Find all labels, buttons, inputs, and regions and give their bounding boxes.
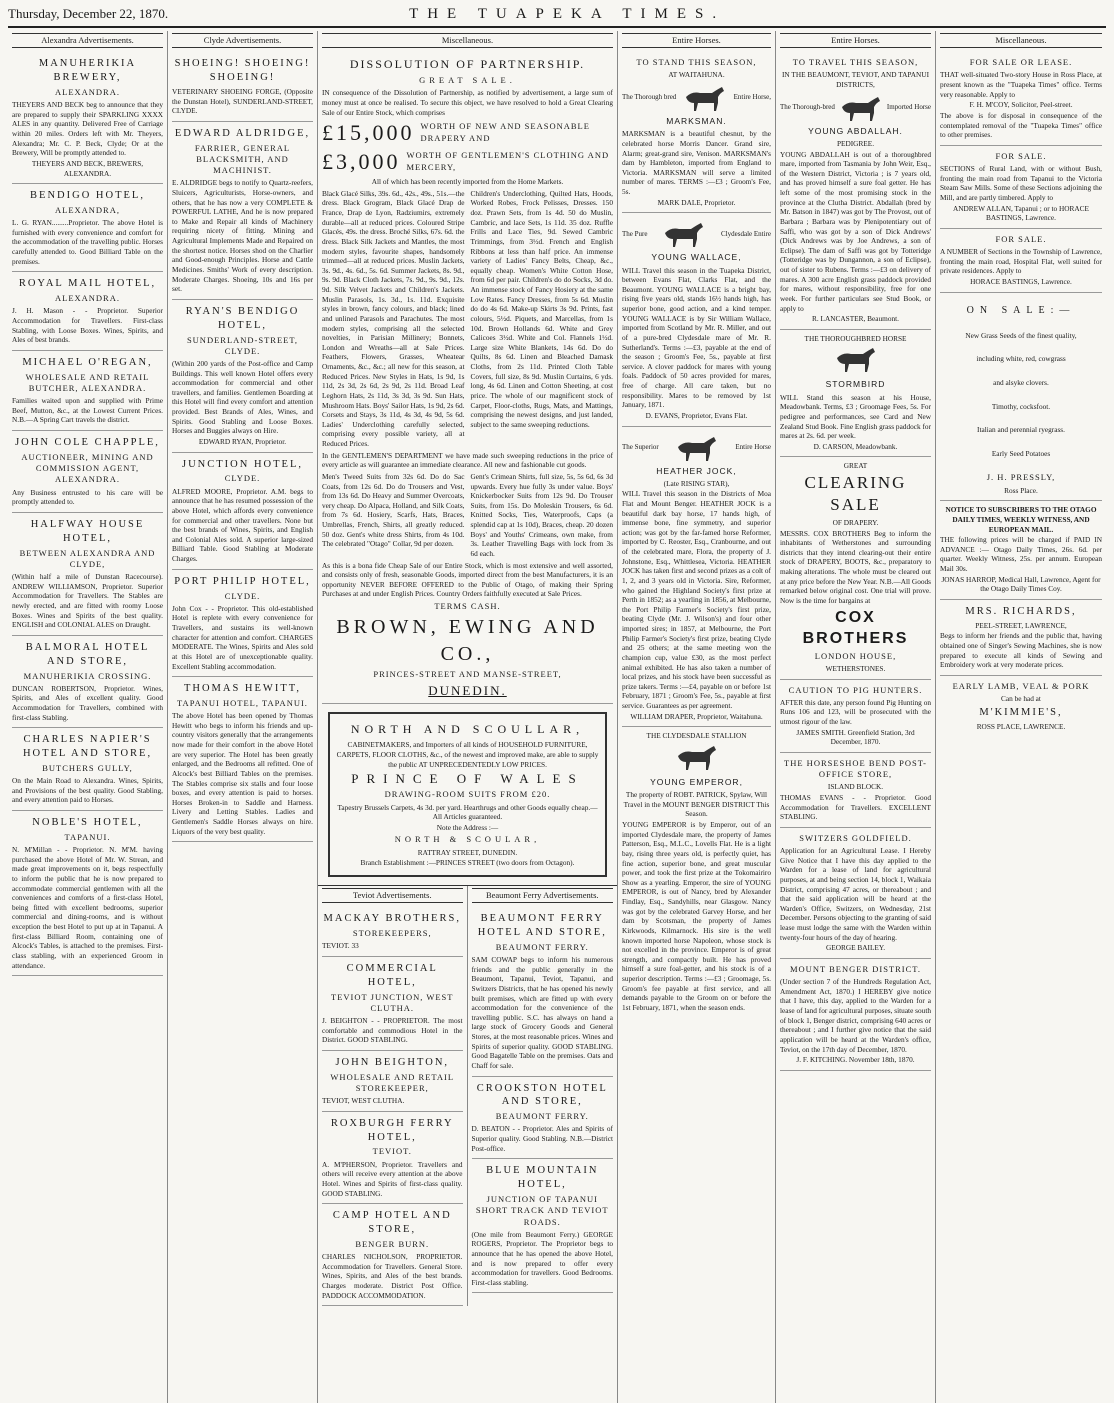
advert-body: (Within 200 yards of the Post-office and Camp Buildings. This well known Hotel offers every accommodation for commercial and other travellers, and families. Gentlemen Boarding at this Hotel will find every comfort and attention provided. Best Brands of Ales, Wines, and Spirits. Good Stabling and Loose Boxes. Horses and Buggies always on Hire.: [172, 358, 313, 436]
masthead: [8, 6, 1106, 28]
advert-body: L. G. RYAN.........Proprietor. The above Hotel is furnished with every convenience and comfort for the accommodation of the travelling public. Horses carefully attended to. Good Billiard Table on the premises.: [12, 218, 163, 266]
tapestry-text: Tapestry Brussels Carpets, 4s 3d. per yard. Hearthrugs and other Goods equally cheap.—All Articles guaranteed.: [337, 802, 598, 822]
advert-signature: EDWARD RYAN, Proprietor.: [198, 436, 287, 446]
advert-subtitle: MANUHERIKIA CROSSING.: [23, 670, 152, 681]
advert-body: WILL Travel this season in the Districts of Moa Flat and Mount Benger. HEATHER JOCK is a beautiful dark bay horse, 17 hands high, of immense bone, fine symmetry, and superior action; was got by the far-famed horse Reformer, imported by C. Reoster, Esq., Cranbourne, and out of the celebrated mare, Flora, the property of J. Johnstone, Esq., Whittlesea, Victoria. HEATHER JOCK has taken first and second prizes as a colt of 1, 2, and 3 years old in Victoria. Sire, Reformer, who gained the Highland Society's first prize at Perth in 1852; as a yearling in 1856, at Melbourne, the Port Philip Farmer's Society's first prize, beating Clyde (Mr. J. Wilson's) and four other imported sires; in 1857, at Melbourne, the Port Philip Farmer's Society's first prize, beating Clyde and 25 others; at the same meeting won the champion cup, value £30, as the most perfect animal exhibited. He has also taken a number of local prizes, and his stock have been successful as prize takers. Terms :—£4, payable on or before 1st February, 1871 ; Groom's Fee, 5s., payable at first service. Guarantees as per agreement.: [622, 489, 771, 711]
advert-signature: J. H. PRESSLY,: [986, 472, 1056, 483]
horse-label-right: Entire Horse,: [733, 93, 771, 102]
horse-icon: [833, 344, 879, 374]
advert: [322, 957, 463, 1051]
advert-subtitle: OF DRAPERY.: [832, 517, 879, 527]
advert-subtitle: WHOLESALE AND RETAIL STOREKEEPER,: [330, 1071, 455, 1093]
advert: [12, 811, 163, 976]
advert-title: NORTH AND SCOULLAR,: [350, 722, 585, 737]
advert-title: JOHN BEIGHTON,: [335, 1056, 450, 1068]
advert: [472, 1159, 614, 1293]
column-entire-horses-1: [618, 31, 776, 1403]
advert-body: MESSRS. COX BROTHERS Beg to inform the inhabitants of Wetherstones and surrounding districts that they intend clearing-out their entire stock of DRAPERY, BOOTS, &c., preparatory to making alterations. The whole must be cleared out at any price before the New Year. N.B.—All Goods remarked below original cost. One trial will prove. Now is the time for bargains at: [780, 528, 931, 605]
dissolution-advert: [322, 52, 613, 704]
advert-body: YOUNG ABDALLAH is out of a thoroughbred mare, imported from Tasmania by John Weir, Esq., of the Western District, Victoria ; is 7 years old, and has proved himself a sure foal getter. He has left some of the most promising stock in the province at the Clutha District. Abdallah (bred by Mr. Batson in 1847) was got by The Provost, out of Barbara ; Barbara was by Plenipotentiary out of Saffi, who was got by a son of Dick Andrews' (Dick Andrews was by Joe Andrews, a son of Eclipse). The dam of Saffi was got by Totteridge (Totteridge was by Dungannon, a son of Eclipse), out of sister to Rubens. Terms :—£3 on delivery of mares. A 300 acre English grass paddock provided for mares, without responsibility, free for one week. For further particulars see Stud Book, or apply to: [780, 149, 931, 313]
advert-title: MRS. RICHARDS,: [965, 605, 1077, 617]
advert-body: SECTIONS of Rural Land, with or without Bush, fronting the main road from Tapanui to the Victoria Steam Saw Mills. Some of these Sections adjoining the Mill, and are partly timbered. Apply to: [940, 164, 1102, 202]
mrs-richards-advert: [940, 600, 1102, 676]
advert-title: CAMP HOTEL AND STORE,: [332, 1210, 452, 1236]
horse-label-left: The Superior: [622, 442, 659, 451]
advert-title: JUNCTION HOTEL,: [182, 458, 303, 470]
pedigree-label: PEDIGREE.: [836, 138, 875, 148]
suits-price: DRAWING-ROOM SUITS FROM £20.: [384, 789, 551, 800]
address-note: Note the Address :—: [436, 822, 499, 832]
advert-subtitle: CLYDE.: [224, 590, 261, 601]
advert-body: John Cox - - Proprietor. This old-established Hotel is replete with every convenience for Travellers, and sustains its well-known character for attention and comfort. CHARGES MODERATE. The Wines, Spirits and Ales sold at this Hotel are of unexceptionable quality. Excellent Stabling accommodation.: [172, 603, 313, 671]
advert-body: THAT well-situated Two-story House in Ross Place, at present known as the "Tuapeka Times" office. Terms very reasonable. Apply to: [940, 70, 1102, 99]
column-alexandra: [8, 31, 168, 1403]
advert: [322, 1051, 463, 1112]
section-heading: Entire Horses.: [780, 33, 931, 48]
branch-address: Branch Establishment :—PRINCES STREET (two doors from Octagon).: [360, 858, 575, 868]
advert-title: PORT PHILIP HOTEL,: [174, 575, 311, 587]
advert-title: NOBLE'S HOTEL,: [32, 817, 143, 829]
advert-body: Any Business entrusted to his care will be promptly attended to.: [12, 487, 163, 507]
advert-body: THE following prices will be charged if PAID IN ADVANCE :— Otago Daily Times, 26s. 6d. per quarter. Weekly Witness, 25s. per annum. European Mail 30s.: [940, 535, 1102, 574]
firm-name: COX BROTHERS: [802, 608, 909, 647]
section-heading: Miscellaneous.: [940, 33, 1102, 48]
advert-title: EARLY LAMB, VEAL & PORK: [952, 680, 1090, 691]
rural-sections-advert: [940, 146, 1102, 229]
advert: [12, 184, 163, 272]
column-miscellaneous: [318, 31, 618, 1403]
amount-drapery-text: WORTH OF NEW AND SEASONABLE DRAPERY AND: [420, 121, 590, 143]
horse-icon: [674, 742, 720, 772]
advert-subtitle: FARRIER, GENERAL BLACKSMITH, AND MACHINIST.: [194, 142, 291, 176]
advert-body: Application for an Agricultural Lease. I Hereby Give Notice that I have this day applied to the Warden for a lease of land for agricultural purposes, at and being section 14, block 1, Waikaia District, comprising 47 acres, or thereabout ; and that the said application will be heard at the Warden's Office, Switzers, on Wednesday, 21st December. Persons objecting to the granting of said lease must lodge the same with the Warden within twenty-four hours of the day of hearing.: [780, 846, 931, 942]
advert-title: ROXBURGH FERRY HOTEL,: [330, 1117, 454, 1143]
advert-title: SHOEING! SHOEING! SHOEING!: [174, 58, 311, 84]
advert-body: A NUMBER of Sections in the Township of Lawrence, fronting the main road, Hospital Flat, well suited for private residences. Apply to: [940, 247, 1102, 276]
advert-body: The above Hotel has been opened by Thomas Hewitt who begs to inform his friends and up-country visitors generally that the arrangements now made for their comfort in the above Hotel are very superior. The Hotel has been greatly enlarged, and the Bedrooms all refitted. One of Alcock's best Billiard Tables on the premises. The Stables comprise six stalls and four loose boxes, and every attention is paid to horses. Horses Broken-in to Saddle and Harness. Livery and Letting Stables. Ladies and Gentlemen's Saddle Horses always on hire. Liquors of the very best quality.: [172, 711, 313, 836]
advert-body: E. ALDRIDGE begs to notify to Quartz-reefers, Sluicers, Agriculturists, Horse-owners, and others, that he has now a very COMPLETE & POWERFUL LATHE, And he is now prepared to Make and Repair all kinds of Machinery requiring nicety of fitting. Mining and Agricultural Implements Made and Repaired on the shortest notice. Horses shod on the Charlier and Good-enough Principles. Horse and Cattle Medicines. Smiths' Work of every description. Moderate Charges. Shoeing, 10s and 16s per set.: [172, 178, 313, 294]
advert-title: EDWARD ALDRIDGE,: [174, 127, 311, 139]
horse-name: YOUNG ABDALLAH.: [808, 125, 903, 136]
advert-title: FOR SALE.: [995, 233, 1047, 244]
advert-subtitle: TAPANUI HOTEL, TAPANUI.: [177, 698, 308, 708]
subscribers-notice-advert: [940, 501, 1102, 600]
advert: [172, 677, 313, 842]
advert-subtitle: WHOLESALE AND RETAIL BUTCHER, ALEXANDRA.: [25, 371, 150, 394]
advert-body: SAM COWAP begs to inform his numerous friends and the public generally in the Beaumont, Tapanui, Teviot, Tapanui, and Switzers Districts, that he has opened his newly built premises, which are fitted up with every accommodation for the convenience of the travelling public. S.C. has always on hand a large stock of Grocery Goods and General Stores, at the most reasonable prices. Wines and Spirits of superior quality. GOOD STABLING. Good Bagatelle Table on the premises. Oats and Chaff for sale.: [471, 955, 613, 1070]
advert-title: DISSOLUTION OF PARTNERSHIP.: [349, 57, 586, 72]
firm-address: PRINCES-STREET AND MANSE-STREET,: [373, 669, 562, 680]
advert-title: FOR SALE.: [995, 150, 1047, 161]
advert: [12, 728, 163, 811]
advert-title: MOUNT BENGER DISTRICT.: [789, 963, 921, 974]
advert-subtitle: AUCTIONEER, MINING AND COMMISSION AGENT, ALEXANDRA.: [21, 451, 154, 485]
advert-subtitle: IN THE BEAUMONT, TEVIOT, AND TAPANUI DISTRICTS,: [781, 70, 930, 90]
prince-of-wales: PRINCE OF WALES: [351, 771, 584, 787]
horse-icon: [674, 433, 720, 463]
horseshoe-advert: [780, 753, 931, 828]
advert-signature: D. EVANS, Proprietor, Evans Flat.: [645, 410, 748, 420]
horse-label-left: The Thorough-bred: [780, 103, 835, 112]
firm-name: NORTH & SCOULAR,: [394, 834, 541, 845]
advert-body: (One mile from Beaumont Ferry.) GEORGE ROGERS, Proprietor. The Proprietor begs to announce that he has opened the above Hotel, and is now prepared to offer every accommodation for travellers. Good Bedrooms. First-class stabling.: [471, 1229, 613, 1287]
advert-body: (Within half a mile of Dunstan Racecourse). ANDREW WILLIAMSON, Proprietor. Superior Accommodation for Travellers. The Stables are newly erected, and are fitted with roomy Loose Boxes. Wines and Spirits of the best quality. ENGLISH and COLONIAL ALES on Draught.: [12, 572, 163, 630]
advert-body: Families waited upon and supplied with Prime Beef, Mutton, &c., at the Lowest Current Prices. N.B.—A Spring Cart travels the district.: [12, 396, 163, 425]
advert-body: ALFRED MOORE, Proprietor. A.M. begs to announce that he has resumed possession of the above Hotel, which affords every convenience for commercial and other travellers. None but the best brands of Wines, Spirits, and English and Colonial Ales sold. A superior large-sized Billiard Table. Good Stabling at Moderate Charges.: [172, 486, 313, 564]
seeds-on-sale-advert: [940, 293, 1102, 502]
advert-signature: GEORGE BAILEY.: [825, 943, 886, 953]
advert-body: VETERINARY SHOEING FORGE, (Opposite the Dunstan Hotel), SUNDERLAND-STREET, CLYDE.: [172, 86, 313, 116]
advert-body: Begs to inform her friends and the public that, having obtained one of Singer's Sewing Machines, she is now prepared to execute all kinds of Sewing and Embroidery work at very moderate prices.: [940, 631, 1102, 670]
advert-place: ROSS PLACE, LAWRENCE.: [976, 721, 1066, 731]
column-entire-horses-2: [776, 31, 936, 1403]
advert-subtitle: BEAUMONT FERRY.: [495, 941, 589, 952]
terms-cash: TERMS CASH.: [434, 601, 501, 612]
seed-item: Early Seed Potatoes: [991, 448, 1051, 458]
advert-signature: ANDREW ALLAN, Tapanui ; or to HORACE BASTINGS, Lawrence.: [952, 203, 1090, 223]
advert: [12, 351, 163, 431]
advert-title: CHARLES NAPIER'S HOTEL AND STORE,: [22, 734, 153, 760]
horse-name: MARKSMAN.: [666, 116, 727, 127]
switzers-advert: [780, 828, 931, 959]
firm-name: BROWN, EWING AND CO.,: [336, 616, 599, 665]
advert-subtitle: ALEXANDRA,: [54, 205, 120, 216]
advert: [12, 52, 163, 184]
advert-title: CAUTION TO PIG HUNTERS.: [788, 684, 923, 695]
advert: [12, 513, 163, 636]
column-beaumont: [468, 886, 618, 1306]
advert-subtitle: BENGER BURN.: [355, 1238, 430, 1249]
advert-title: MANUHERIKIA BREWERY,: [38, 58, 137, 84]
for-sale-or-lease-advert: [940, 52, 1102, 146]
horse-icon: [682, 83, 728, 113]
advert-subtitle: JUNCTION OF TAPANUI SHORT TRACK AND TEVIOT ROADS.: [475, 1194, 609, 1227]
horse-label-left: The Thorough bred: [622, 93, 677, 102]
section-heading: Clyde Advertisements.: [172, 33, 313, 48]
advert-title: ROYAL MAIL HOTEL,: [18, 278, 157, 290]
seed-item: Timothy, cocksfoot.: [991, 401, 1051, 411]
advert: [12, 636, 163, 728]
advert-body: DUNCAN ROBERTSON, Proprietor. Wines, Spirits, and Ales of excellent quality. Good Accommodation for Travellers, combined with first-class Stabling.: [12, 683, 163, 722]
advert-title: JOHN COLE CHAPPLE,: [15, 437, 160, 449]
advert-signature: J. F. KITCHING. November 18th, 1870.: [796, 1055, 915, 1065]
advert-subtitle: CLYDE.: [224, 473, 261, 484]
advert-title: MICHAEL O'REGAN,: [22, 356, 153, 368]
advert-body: MARKSMAN is a beautiful chesnut, by the celebrated horse Morris Dancer. Grand sire, Alarm; great-grand sire, Venison. MARKSMAN's dam by Hambleton, imported from England to Victoria. MARKSMAN will serve a limited number of mares. TERMS :—£3 ; Groom's Fee, 5s.: [622, 129, 771, 197]
advert-body: (Under section 7 of the Hundreds Regulation Act, Amendment Act, 1870.) I HEREBY give notice that I have, this day, applied to the Warden for a lease of land for agricultural purposes, situate south of block 1, Benger district, comprising 640 acres or thereabout ; and I further give notice that the said application will be heard at the Warden's office, Teviot, on the 17th day of December, 1870.: [780, 977, 931, 1054]
horse-alias: (Late RISING STAR),: [663, 478, 730, 488]
advert-title: MACKAY BROTHERS,: [323, 913, 461, 925]
marksman-advert: [622, 52, 771, 213]
advert-subtitle: AT WAITAHUNA.: [668, 70, 725, 80]
advert-title: NOTICE TO SUBSCRIBERS TO THE OTAGO DAILY TIMES, WEEKLY WITNESS, AND EUROPEAN MAIL.: [945, 505, 1097, 534]
advert-body: J. BEIGHTON - - PROPRIETOR. The most comfortable and commodious Hotel in the District. GOOD STABLING.: [322, 1015, 463, 1045]
advert: [172, 122, 313, 300]
young-emperor-advert: [622, 727, 771, 1017]
advert: [12, 272, 163, 351]
seed-item: including white, red, cowgrass: [976, 354, 1066, 364]
young-wallace-advert: [622, 213, 771, 426]
advert-subtitle: TEVIOT.: [372, 1146, 412, 1157]
advert-title: HALFWAY HOUSE HOTEL,: [30, 518, 145, 544]
advert-subtitle: BETWEEN ALEXANDRA AND CLYDE,: [19, 547, 156, 569]
advert-title: BALMORAL HOTEL AND STORE,: [25, 641, 150, 667]
section-heading: Entire Horses.: [622, 33, 771, 48]
advert: [472, 1077, 614, 1160]
advert-subtitle: SUNDERLAND-STREET, CLYDE.: [186, 334, 299, 356]
column-miscellaneous-2: [936, 31, 1106, 1403]
lamb-veal-pork-advert: [940, 676, 1102, 736]
advert-subtitle: STOREKEEPERS,: [352, 927, 432, 938]
advert-body: WILL Stand this season at his House, Meadowbank. Terms, £3 ; Groomage Fees, 5s. For pedigree and performances, see Card and New Zealand Stud Book. Fine English grass paddock for mares at 2s. 6d. per week.: [780, 392, 931, 441]
advert-signature: R. LANCASTER, Beaumont.: [812, 314, 899, 324]
pigs-advert: [780, 680, 931, 753]
gents-department: In the GENTLEMEN'S DEPARTMENT we have made such sweeping reductions in the price of every article as will guarantee an immediate clearance. All new and fashionable cut goods.: [322, 450, 613, 470]
horse-icon: [838, 93, 884, 123]
column-teviot: [318, 886, 468, 1306]
amount-clothing: £3,000: [322, 149, 401, 175]
advert-body: WILL Travel this season in the Tuapeka District, between Evans Flat, Clarks Flat, and the Beaumont. YOUNG WALLACE is a bright bay, rising five years old, stands 16½ hands high, has superior bone, good action, and a kind temper. YOUNG WALLACE is by Sir William Wallace, imported from Scotland by Mr. R. Miller, and out of a pure-bred Clydesdale mare of Mr. R. Sutherland's. Terms :—£3, payable at the end of the season ; Groom's Fee, 5s., payable at first service. A clover paddock for mares with young foals. Paddock of 50 acres provided for mares, free of charge. All care taken, but no responsibility. Mares to be removed by 1st January, 1871.: [622, 265, 771, 410]
advert-title: COMMERCIAL HOTEL,: [346, 962, 438, 988]
advert-title: TO TRAVEL THIS SEASON,: [792, 57, 919, 68]
price-list-right: Children's Underclothing, Quilted Hats, Hoods, Worked Robes, Frock Pelisses, Dresses. 150 doz. Prawn Sets, from 1s 4d. 50 do Muslin, Cambric, and lace Sets, 1s 11d. 35 doz. Ruffle Frills and Lace Ties, 9d. Sewed Cambric Trimmings, from 3½d. French and English Ribbons at less than half price. An immense variety of Ladies' Fancy Belts, Cheap, &c., equally cheap. Women's White Cotton Hose, from 6d per pair. Children's do do Socks, 3d do. An immense stock of Fancy Hosiery at the same Low Rates. Fancy Dresses, from 5s 6d. Muslin do do 4s 6d. Make-up Skirts 3s 9d. Prints, fast colours, 5½d. Piquets, and Marcellas, from 1s 10d. Brown Hollands 6d. White and Grey Calicoes 3½d. White and Col. Flannels 1½d. Large size White Blankets, 14s 6d. Do do Quilts, 8s 6d. Linen and Bleached Damask Cloths, from 2s 11d. Printed Cloth Table Covers, full size, 8s 9d. Muslin Curtains, 6 yds. long, 4s 6d. Linen and Cotton Sheeting, at cost price. The whole of our magnificent stock of Carpet, Floor-cloths, Rugs, Mats, and Mattings, comprising the newest designs, and just landed, subject to the same sweeping reductions.: [470, 188, 613, 429]
column-clyde: [168, 31, 318, 1403]
advert-signature: THEYERS AND BECK, BREWERS, ALEXANDRA.: [31, 158, 144, 178]
young-abdallah-advert: [780, 52, 931, 330]
advert-title: THE THOROUGHBRED HORSE: [804, 333, 907, 343]
advert-body: N. M'Millan - - Proprietor. N. M'M. having purchased the above Hotel of Mr. W. Strean, and made great improvements on it, begs respectfully to inform the public that he is now prepared to accommodate commercial gentlemen with all the conveniences and comforts of a first-class Hotel, being fitted with excellent bedrooms, superior commercial and dining-rooms, and is without exception the best Hotel to put up at in Tapanui. A first-class Billiard Room, containing one of Alcock's Tables, is attached to the premises. First-class stabling, with an experienced Groom in attendance.: [12, 845, 163, 970]
advert-body: THEYERS AND BECK beg to announce that they are prepared to supply their SPARKLING XXXX ALES in any quantity. Delivered Free of Carriage within 20 miles. Orders left with Mr. Theyers, Alexandra; Mr. C. P. Beck, Clyde; Or at the Brewery, Will be promptly attended to.: [12, 100, 163, 158]
heather-jock-advert: [622, 427, 771, 728]
advert-body: On the Main Road to Alexandra. Wines, Spirits, and Provisions of the best quality. Good Stabling, and every attention paid to Horses.: [12, 776, 163, 805]
gents-list-right: Gent's Crimean Shirts, full size, 5s, 5s 6d, 6s 3d upwards. Every hue fully 3s under value. Boys' Knickerbocker Suits from 12s 9d. Do Trouser Suits, from 15s. Do Moleskin Trousers, 6s 6d. Knitted Socks, Ties, Waterproofs, Caps (a splendid cap at 1s 10d), Braces, cheap. 20 dozen Boys' and Youths' Crimeans, own make, from 3s. Leather Travelling Bags with lock from 3s 6d each.: [470, 471, 613, 558]
horse-name: YOUNG WALLACE,: [651, 252, 742, 263]
horse-name: YOUNG EMPEROR,: [650, 776, 743, 787]
advert-intro: IN consequence of the Dissolution of Partnership, as notified by advertisement, a large sum of money must at once be realised. To secure this object, we have resolved to hold a Great Clearing Sale of our Entire Stock, which comprises: [322, 88, 613, 117]
horse-name: HEATHER JOCK,: [656, 465, 737, 476]
amount-drapery: £15,000: [322, 120, 415, 146]
advert-signature: JONAS HARROP, Medical Hall, Lawrence, Agent for the Otago Daily Times Coy.: [941, 574, 1101, 594]
advert-subtitle: BEAUMONT FERRY.: [495, 1111, 589, 1122]
advert: [12, 431, 163, 513]
advert-title: ON SALE:—: [966, 304, 1076, 316]
advert: [172, 570, 313, 677]
benger-advert: [780, 959, 931, 1071]
advert-title: THOMAS HEWITT,: [183, 683, 302, 695]
price-list-left: Black Glacé Silks, 39s. 6d., 42s., 49s., 51s.—the dress. Black Grogram, Black Glacé Drap de France, Drap de Lyon, Radziumirs, extremely durable—all at reduced prices. Coloured Stripe Glacés, 49s. the dress. Broché Silks, 67s. 6d. the dress. Black Silk Jackets and Mantles, the most modern styles, favourite shapes, handsomely trimmed—all at reduced prices. Muslin Jackets, 3s. 9d., 4s. 6d., 5s. 6d. Summer Jackets, 8s. 9d., 9s. 9d. Black Cloth Jackets, 7s. 9d., 9s. 9d., 12s. 9d. Silk Velvet Jackets and Children's Jackets. Muslin Parasols, 1s. 3d., 1s. 11d. Exquisite styles in brown, fancy colours, and black; lined and unlined Parasols and Parachutes. The most modern styles, comprising all the selected novelties, in Parisian Millinery; Bonnets, London and Wreaths—all at Sale Prices. Feathers, Flowers, Grasses, Wheatear Ornaments, &c., &c.; all new for this season, at Reduced Prices. New Styles in Hats, 1s 9d, 1s 11d, 2s 3d, 2s 6d, 2s 9d, 2s 11d. Broad Leaf Leghorn Hats, 2s 11d, 3s 3d, 3s 9d. Sun Hats, Mushroom Hats. Boys' Sailor Hats, 1s 9d, 2s 6d. Corsets and Stays, 3s 11d, 4s 3d, 4s 9d, 5s 6d. Ladies' Underclothing carefully selected, comprising every possible variety, all at Reduced Prices.: [322, 188, 465, 449]
advert-body: D. BEATON - - Proprietor. Ales and Spirits of Superior quality. Good Stabling. N.B.—District Post-office.: [471, 1124, 613, 1153]
advert-subtitle: The property of ROBT. PATRICK, Spylaw, Will Travel in the MOUNT BENGER DISTRICT This Season.: [623, 790, 770, 819]
advert-title: FOR SALE OR LEASE.: [969, 57, 1073, 68]
advert-signature: M'KIMMIE'S,: [979, 706, 1063, 718]
advert-title: THE HORSESHOE BEND POST-OFFICE STORE,: [784, 757, 927, 780]
gents-list-left: Men's Tweed Suits from 32s 6d. Do do Sac Coats, from 12s 6d. Do do Trousers and Vest, from 13s 6d. Do Heavy and Summer Overcoats, very cheap. Do Alpaca, Holland, and Silk Coats, from 7s 6d. Hosiery, Scarfs, Hats, Braces, Umbrellas, French, Shirts, all greatly reduced. 50 doz. Gent's white dress Shirts, from 4s 10d. The celebrated "Otago" Collar, 9d per dozen.: [322, 471, 465, 549]
advert-signature: HORACE BASTINGS, Lawrence.: [970, 276, 1072, 286]
section-heading: Beaumont Ferry Advertisements.: [472, 888, 614, 903]
section-heading: Teviot Advertisements.: [322, 888, 463, 903]
advert-signature: MARK DALE, Proprietor.: [657, 197, 736, 207]
advert-title: BLUE MOUNTAIN HOTEL,: [486, 1165, 599, 1191]
advert-subtitle: ALEXANDRA.: [54, 86, 120, 97]
advert-title: RYAN'S BENDIGO HOTEL,: [185, 305, 300, 331]
seed-item: Italian and perennial ryegrass.: [977, 425, 1065, 435]
advert-subtitle: TAPANUI.: [64, 831, 111, 842]
advert-body: YOUNG EMPEROR is by Emperor, out of an imported Clydesdale mare, the property of James Patterson, Esq., M.L.C., Lovells Flat. He is a light bay, rising three years old, is perfectly quiet, has fine action, superior bone, and great muscular power, and took the first prize at the Tokomairiro Show as a yearling. Emperor, the sire of YOUNG EMPEROR, is out of Nancy, bred by Alexander Findlay, Esq., Sandyhills, near Glasgow. Nancy was got by the celebrated Garvey Horse, and her dam by Scotsman, the property of James Kirkwoods, Kilmarnock. His sire is the well known imported horse Napoleon, whose stock is not excelled in the province. Emperor is of great strength, and compactly built. He has proved himself a sure foal-getter, and his stock is of a superior description. Terms :—£3 ; Groomage, 5s. Groom's fee payable at first service, and all demands payable to the Groom on or before the 1st February, 1871, when the season ends.: [622, 820, 771, 1012]
firm-house: LONDON HOUSE,: [814, 650, 897, 661]
advert-signature: WILLIAM DRAPER, Proprietor, Waitahuna.: [630, 711, 763, 721]
advert-signature: D. CARSON, Meadowbank.: [813, 441, 898, 451]
advert-title: CROOKSTON HOTEL AND STORE,: [476, 1082, 608, 1108]
advert-body: TEVIOT, WEST CLUTHA.: [322, 1096, 405, 1106]
paper-title: THE TUAPEKA TIMES.: [409, 6, 726, 22]
advert-note: All of which has been recently imported from the Home Markets.: [371, 177, 564, 187]
advert: [322, 1112, 463, 1204]
advert: [172, 52, 313, 122]
advert-body: AFTER this date, any person found Pig Hunting on Runs 106 and 123, will be prosecuted with the utmost rigour of the law.: [780, 697, 931, 727]
horse-icon: [661, 219, 707, 249]
horse-label-right: Imported Horse: [886, 103, 931, 112]
advert-body: CHARLES NICHOLSON, PROPRIETOR. Accommodation for Travellers. General Store. Wines, Spirits, and Ales of the best brands. Charges moderate. District Post Office. PADDOCK ACCOMMODATION.: [322, 1252, 463, 1300]
advert-body: CABINETMAKERS, and Importers of all kinds of HOUSEHOLD FURNITURE, CARPETS, FLOOR CLOTHS, &c., of the newest and improved make, are able to supply the public AT UNPRECEDENTEDLY LOW PRICES.: [336, 740, 599, 769]
section-heading: Miscellaneous.: [322, 33, 613, 48]
advert-note: The above is for disposal in consequence of the contemplated removal of the "Tuapeka Times" office to other premises.: [940, 110, 1102, 140]
advert: [172, 453, 313, 570]
north-scoullar-advert: [328, 712, 607, 876]
horse-name: STORMBIRD: [825, 379, 886, 390]
advert-title: SWITZERS GOLDFIELD.: [799, 832, 912, 843]
clearing-sale-advert: [780, 457, 931, 679]
issue-date: Thursday, December 22, 1870.: [8, 6, 169, 21]
advert: [322, 1204, 463, 1306]
horse-label-left: The Pure: [622, 229, 648, 238]
firm-town: WETHERSTONES.: [825, 663, 886, 673]
advert-title: CLEARING SALE: [804, 473, 907, 515]
seed-item: New Grass Seeds of the finest quality,: [965, 330, 1077, 340]
firm-street: RATTRAY STREET, DUNEDIN.: [417, 847, 518, 857]
closing-text: As this is a bona fide Cheap Sale of our Entire Stock, which is most extensive and well assorted, and consists only of fresh, seasonable Goods, imported direct from the best Manufacturers, it is an opportunity NEVER BEFORE OFFERED to the Public of Otago, of making their Spring Purchases at and under English Prices. Country Orders faithfully executed at Sale Prices.: [322, 560, 613, 599]
advert-subtitle: TEVIOT JUNCTION, WEST CLUTHA.: [331, 991, 454, 1013]
firm-town: DUNEDIN.: [428, 683, 507, 699]
advert-body: THOMAS EVANS - - Proprietor. Good Accommodation for Travellers. EXCELLENT STABLING.: [780, 792, 931, 822]
advert-subtitle: ALEXANDRA.: [54, 293, 120, 304]
horse-label-right: Entire Horse: [735, 442, 771, 451]
advert-body: A. M'PHERSON, Proprietor. Travellers and others will receive every attention at the above Hotel. Wines and Spirits of first-class quality. GOOD STABLING.: [322, 1159, 463, 1198]
advert-body: Can be had at: [1001, 694, 1041, 704]
advert-subtitle: BUTCHERS GULLY,: [42, 762, 133, 773]
advert-place: Ross Place.: [1004, 485, 1038, 495]
advert-title: BEAUMONT FERRY HOTEL AND STORE,: [477, 913, 607, 938]
advert: [322, 907, 463, 957]
advert-signature: F. H. M'COY, Solicitor, Peel-street.: [969, 100, 1073, 110]
advert-body: TEVIOT. 33: [322, 941, 359, 951]
advert: [472, 907, 614, 1076]
advert: [172, 300, 313, 453]
amount-clothing-text: WORTH OF GENTLEMEN'S CLOTHING AND MERCERY,: [406, 150, 610, 172]
advert-subtitle: ISLAND BLOCK.: [827, 782, 884, 792]
township-sections-advert: [940, 229, 1102, 293]
advert-title: THE CLYDESDALE STALLION: [646, 731, 747, 741]
section-heading: Alexandra Advertisements.: [12, 33, 163, 48]
advert-pretitle: GREAT: [843, 461, 868, 471]
horse-label-right: Clydesdale Entire: [721, 229, 771, 238]
advert-subtitle: PEEL-STREET, LAWRENCE,: [975, 620, 1067, 630]
advert-signature: JAMES SMITH. Greenfield Station, 3rd December, 1870.: [796, 727, 915, 747]
advert-title: TO STAND THIS SEASON,: [636, 57, 757, 68]
seed-item: and alsyke clovers.: [993, 377, 1049, 387]
advert-subtitle: GREAT SALE.: [419, 75, 516, 86]
stormbird-advert: [780, 330, 931, 458]
advert-title: BENDIGO HOTEL,: [30, 190, 145, 202]
advert-body: J. H. Mason - - Proprietor. Superior Accommodation for Travellers. First-class Stabling, with Loose Boxes. Wines, Spirits, and Ales of best brands.: [12, 306, 163, 345]
